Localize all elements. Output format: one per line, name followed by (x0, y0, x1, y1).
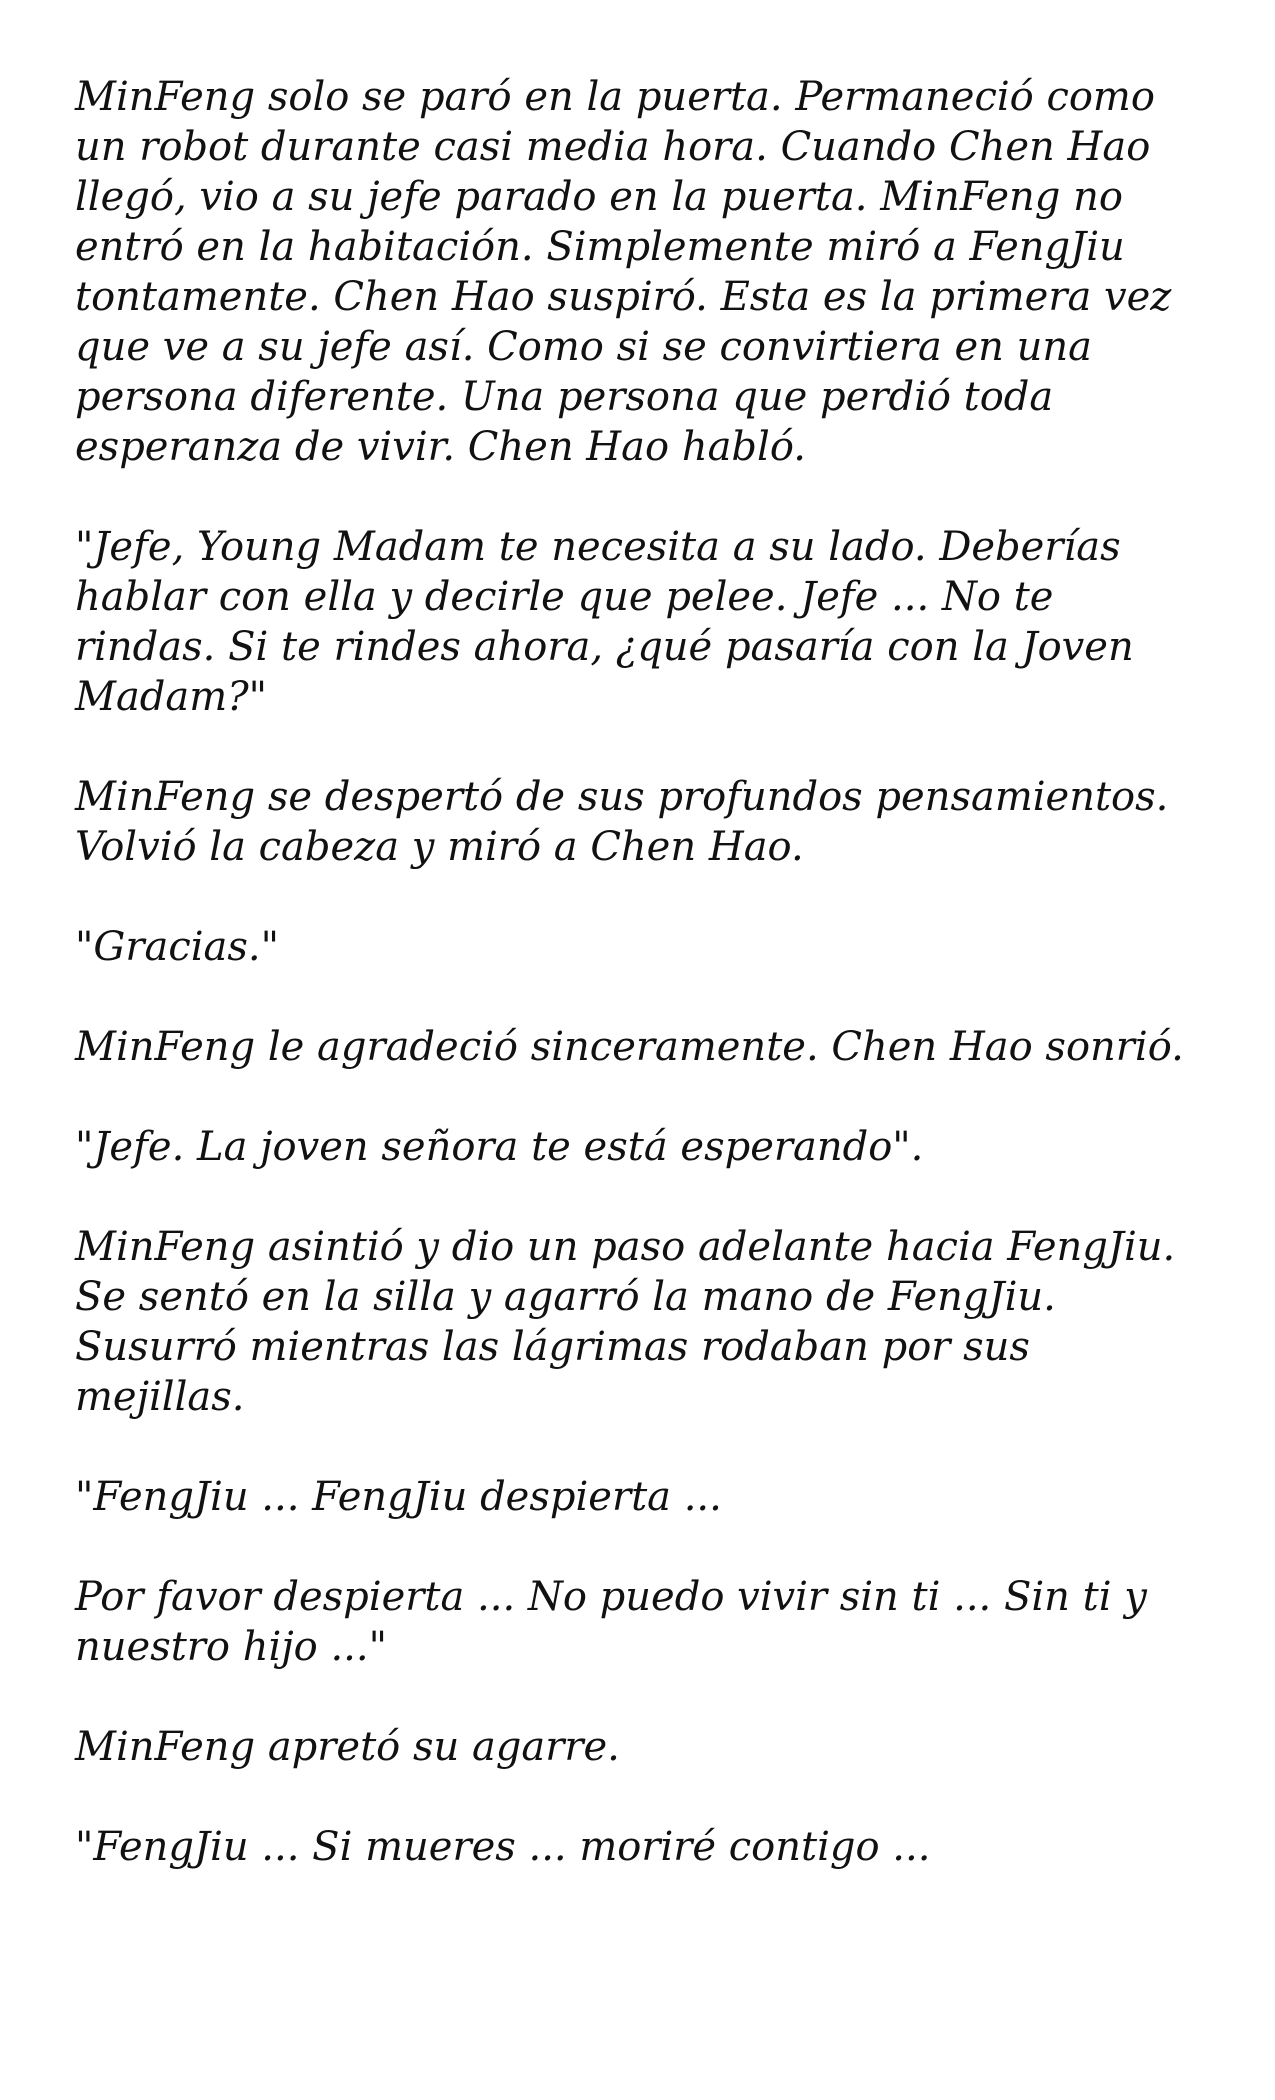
paragraph-4: "Gracias." (75, 924, 280, 970)
paragraph-7: MinFeng asintió y dio un paso adelante hacia FengJiu. Se sentó en la silla y agarró la mano de FengJiu. Susurró mientras las lágrimas rodaban por sus mejillas. (75, 1224, 1176, 1420)
paragraph-8: "FengJiu ... FengJiu despierta ... (75, 1474, 722, 1520)
paragraph-1: MinFeng solo se paró en la puerta. Permaneció como un robot durante casi media hora. Cuando Chen Hao llegó, vio a su jefe parado en la puerta. MinFeng no entró en la habitación. Simplemente miró a FengJiu tontamente. Chen Hao suspiró. Esta es la primera vez que ve a su jefe así. Como si se convirtiera en una persona diferente. Una persona que perdió toda esperanza de vivir. Chen Hao habló. (75, 74, 1172, 470)
paragraph-9: Por favor despierta ... No puedo vivir sin ti ... Sin ti y nuestro hijo ..." (75, 1574, 1147, 1670)
paragraph-2: "Jefe, Young Madam te necesita a su lado. Deberías hablar con ella y decirle que pelee. Jefe ... No te rindas. Si te rindes ahora, ¿qué pasaría con la Joven Madam?" (75, 524, 1134, 720)
document-page (75, 72, 1205, 1922)
paragraph-10: MinFeng apretó su agarre. (75, 1724, 620, 1770)
paragraph-5: MinFeng le agradeció sinceramente. Chen Hao sonrió. (75, 1024, 1184, 1070)
paragraph-6: "Jefe. La joven señora te está esperando". (75, 1124, 924, 1170)
paragraph-3: MinFeng se despertó de sus profundos pensamientos. Volvió la cabeza y miró a Chen Hao. (75, 774, 1169, 870)
paragraph-11: "FengJiu ... Si mueres ... moriré contigo ... (75, 1824, 931, 1870)
